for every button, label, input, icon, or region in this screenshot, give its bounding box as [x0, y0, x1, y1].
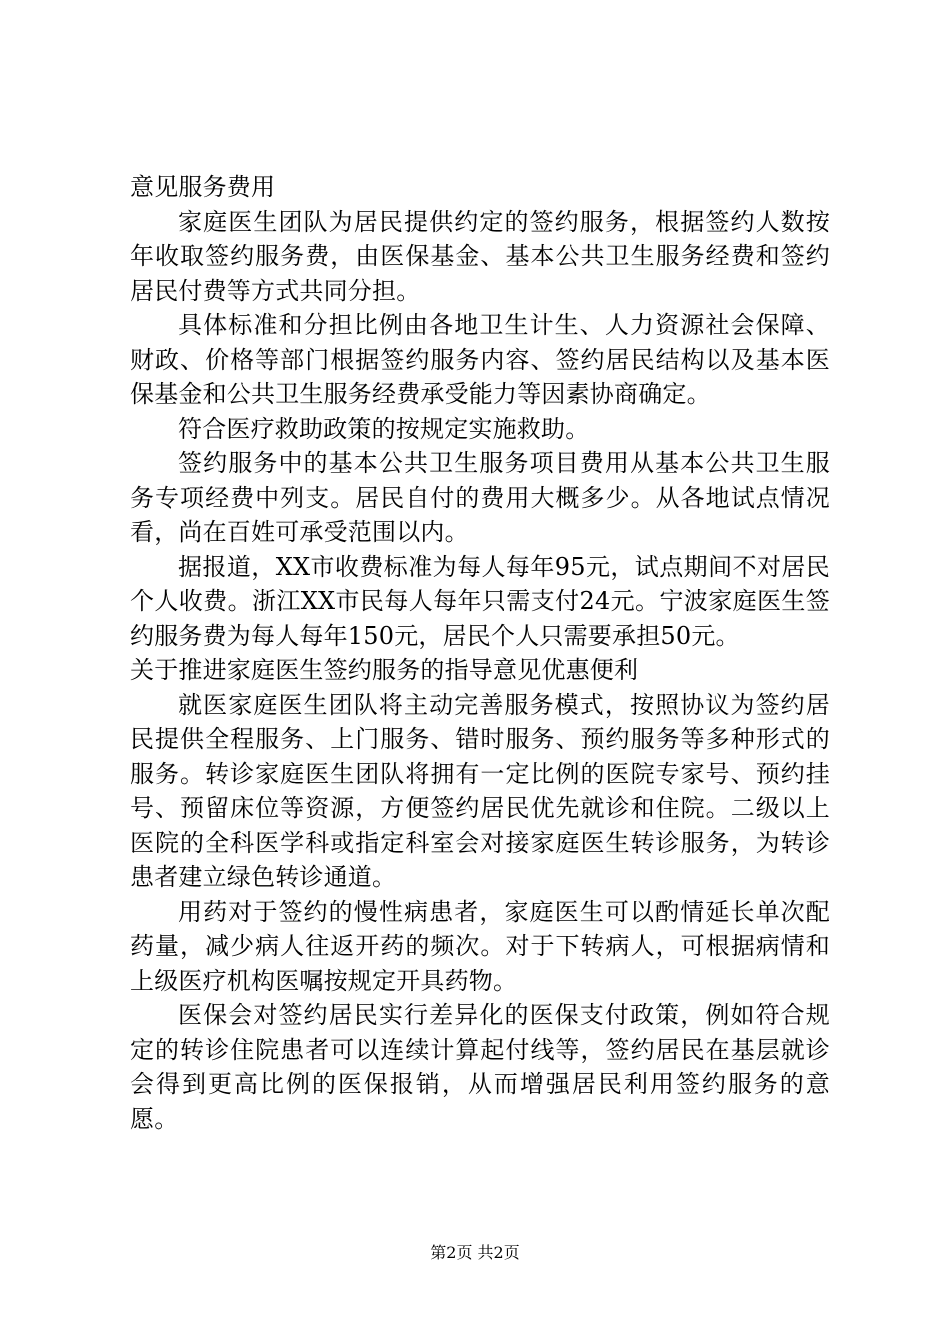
paragraph-5: 签约服务中的基本公共卫生服务项目费用从基本公共卫生服务专项经费中列支。居民自付的费用大概多少。从各地试点情况看，尚在百姓可承受范围以内。 — [130, 449, 830, 546]
paragraph-9: 用药对于签约的慢性病患者，家庭医生可以酌情延长单次配药量，减少病人往返开药的频次。对于下转病人，可根据病情和上级医疗机构医嘱按规定开具药物。 — [130, 897, 830, 995]
paragraph-8: 就医家庭医生团队将主动完善服务模式，按照协议为签约居民提供全程服务、上门服务、错时服务、预约服务等多种形式的服务。转诊家庭医生团队将拥有一定比例的医院专家号、预约挂号、预留床位等资源，方便签约居民优先就诊和住院。二级以上医院的全科医学科或指定科室会对接家庭医生转诊服务，为转诊患者建立绿色转诊通道。 — [130, 690, 830, 891]
paragraph-10: 医保会对签约居民实行差异化的医保支付政策，例如符合规定的转诊住院患者可以连续计算起付线等，签约居民在基层就诊会得到更高比例的医保报销，从而增强居民利用签约服务的意愿。 — [130, 1001, 830, 1133]
paragraph-6: 据报道，XX市收费标准为每人每年95元，试点期间不对居民个人收费。浙江XX市民每人每年只需支付24元。宁波家庭医生签约服务费为每人每年150元，居民个人只需要承担50元。 — [130, 552, 830, 650]
document-body — [130, 170, 830, 1136]
paragraph-4: 符合医疗救助政策的按规定实施救助。 — [178, 414, 590, 443]
paragraph-3: 具体标准和分担比例由各地卫生计生、人力资源社会保障、财政、价格等部门根据签约服务内容、签约居民结构以及基本医保基金和公共卫生服务经费承受能力等因素协商确定。 — [130, 311, 830, 408]
paragraph-7: 关于推进家庭医生签约服务的指导意见优惠便利 — [130, 656, 639, 684]
page-footer: 第2页 共2页 — [430, 1243, 520, 1262]
paragraph-1: 意见服务费用 — [130, 173, 276, 201]
paragraph-2: 家庭医生团队为居民提供约定的签约服务，根据签约人数按年收取签约服务费，由医保基金、基本公共卫生服务经费和签约居民付费等方式共同分担。 — [130, 207, 830, 305]
